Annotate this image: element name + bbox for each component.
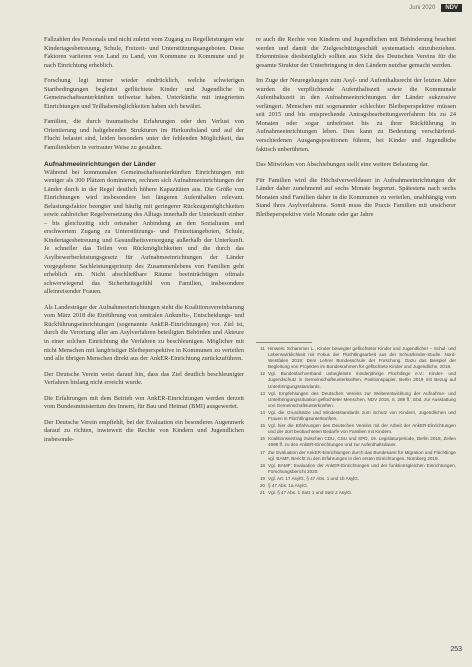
footnote-text: Vgl. Bundesfachverband unbegleitete minderjährige Flüchtlinge e.V.: Kinder- und Jugendschutz in Gemeinschaftsunterkünften, Positionspapier, Berlin 2019 mit Bezug auf Unterbringungsstandards.: [268, 371, 456, 389]
paragraph: Familien, die durch traumatische Erfahrungen oder den Verlust von Orientierung und haltgebenden Strukturen im Herkunftsland und auf der Flucht belastet sind, leiden besonders unter der fehlenden Möglichkeit, das Familienleben in vertrauter Weise zu gestalten.: [44, 118, 244, 152]
page-number: 253: [450, 646, 462, 653]
footnote-text: Hinweis: Schammer L., Kinder bewegter geflüchteter Kinder und Jugendlicher – Schul- und Lebenswirklichkeit mit Fokus der Flüchtlingsarbeit aus der Schutzkinder-Studie. Nord-Westfalen 2019; Dem Lehrer Bundesschule der Forschung. Dazu das Beispiel der Begleitung von Projekten im Bundesrahmen für geflüchtete Kinder und Jugendliche, 2018.: [268, 346, 456, 370]
footnote: [256, 450, 456, 462]
footnote: [256, 423, 456, 435]
footnote-number: 19: [259, 475, 265, 481]
footnote-number: 11: [260, 346, 265, 351]
paragraph: Während bei kommunalen Gemeinschaftsunterkünften Einrichtungen mit weniger als 300 Plätzen dominieren, rechnen sich Aufnahmeeinrichtungen der Länder durch in der Regel deutlich höhere Kapazitäten aus. Die Größe von Einrichtungen wird insbesondere bei längeren Aufenthalten relevant. Belastungsfaktor beengter und häufig mit geringerer Rückzugsmöglichkeiten sowie zahlreicher Regelversetzung des Alltags innerhalb der Unterkunft einher – bis gleichzeitig sich ortsnaher Anbindung an den Sozialraum und erschwertem Zugang zu Unterstützungs- und Freizeitangeboten, Schule, Kindertagesbetreuung und Gesundheitsversorgung außerhalb der Unterkunft. Je schneller das Teilen von Rückmöglichkeiten und die durch das Asylbewerberleistungsgesetz für Aufnahmeeinrichtungen der Länder vorgegebene Sachleistungsprinzip des Zusammenlebens von Familien geht erheblich ein. Nicht abschließbare Räume beeinträchtigen oftmals schwerwiegend das Sicherheitsgefühl von Familien, insbesondere alleinreisender Frauen.: [44, 168, 244, 296]
page-header: [409, 4, 462, 12]
paragraph: Im Zuge der Neuregelungen zum Asyl- und Aufenthaltsrecht der letzten Jahre wurden die verpflichtende Aufenthaltszeit sowie die Kommunale Aufenthaltszeit in den Aufnahmeeinrichtungen der Länder sukzessive verlängert. Menschen mit sogenannter schlechter Bleibeperspektive müssen seit 2015 und bis entsprechende Antragsbearbeitungsverfahren bis zu 24 Monaten oder sogar unbefristet bis zu ihrer Rückführung in Aufnahmeeinrichtungen leben. Dies kann zu Bedeutung verschärfend-verschiedenen Ausgangspositionen führen, bei Kinder und Jugendliche faktisch unberührten.: [256, 77, 456, 153]
footnote-text: Vgl. Empfehlungen des Deutschen Vereins zur Weiterentwicklung der Aufnahme- und Unterbringungssituation geflüchteter Menschen, NDV 2016, S. 289 ff.; Ebd. zur Ausstattung von Gemeinschaftsunterkünften.: [268, 390, 456, 408]
footnote-text: Vgl. BAMF: Evaluation der AnkER-Einrichtungen und der funktionsgleichen Einrichtungen, Forschungsbericht 2020.: [268, 462, 456, 474]
footnote: [256, 371, 456, 389]
section-heading: Aufnahmeeinrichtungen der Länder: [44, 160, 156, 168]
footnote: [256, 490, 456, 496]
footnote-number: 13: [259, 390, 265, 396]
footnote: [256, 463, 456, 475]
footnote-number: 14: [259, 409, 265, 415]
footnote-text: Vgl. die Grundsätze und Mindeststandards zum Schutz von Kindern, Jugendlichen und Frauen in Flüchtlingsunterkünften.: [268, 409, 456, 422]
footnote-number: 16: [259, 436, 265, 442]
footnote: [256, 476, 456, 482]
footnote-text: § 47 Abs. 1a AsylG.: [268, 482, 309, 488]
issue-label: Juni 2020: [409, 5, 436, 11]
footnote-text: Vgl. § 47 Abs. 1 Satz 1 und Satz 2 AsylG.: [268, 490, 353, 496]
paragraph: Der Deutsche Verein empfiehlt, bei der Evaluation ein besonderes Augenmerk darauf zu richten, inwieweit die Rechte von Kindern und Jugendlichen insbesonde-: [44, 418, 244, 443]
footnote: [256, 391, 456, 409]
paragraph: Fallzahlen des Personals und nicht zuletzt vom Zugang zu Regelleistungen wie Kindertagesbetreuung, Schule, Freizeit- und Unterstützungsangeboten. Diese Faktoren variieren von Land zu Land, von Kommune zu Kommune und je nach Einrichtung erheblich.: [44, 36, 244, 69]
paragraph: Das Mitwirken von Abschiebungen stellt eine weitere Belastung dar.: [256, 161, 429, 169]
footnote-number: 15: [259, 423, 265, 429]
footnote-text: Zur Evaluation der AnkER-Einrichtungen durch das Bundesamt für Migration und Flüchtlinge vgl. BAMF, Bericht zu den Erfahrungen in den ersten Einrichtungen, Nürnberg 2019.: [268, 449, 456, 461]
journal-badge: NDV: [441, 4, 462, 12]
footnotes: [256, 346, 456, 497]
footnote-text: Vgl. hier die Erfahrungen des Deutschen Vereins mit der Arbeit der AnkER-Einrichtungen und der dort beobachteten Bedarfe von Familien mit Kindern.: [268, 423, 456, 435]
footnote-divider: [256, 342, 312, 343]
right-column: [256, 36, 456, 226]
footnote-number: 17: [259, 449, 265, 455]
footnote-number: 12: [259, 371, 265, 377]
footnote: [256, 410, 456, 422]
paragraph: re auch die Rechte von Kindern und Jugendlichen mit Behinderung beachtet werden und damit die Zielgeschütztgeschäft systematisch einzubeziehen. Erkenntnisse diesbezüglich sollten aus Sicht des Deutschen Vereins für die gesamte Struktur der Unterbringung in den Ländern nutzbar gemacht werden.: [256, 36, 456, 69]
left-column: [44, 36, 244, 451]
footnote-number: 18: [259, 462, 265, 468]
footnote: [256, 483, 456, 489]
paragraph: Forschung legt immer wieder eindrücklich, welche schwierigen Startbedingungen begleitet geflüchtete Kinder und Jugendliche in Gemeinschaftsunterkünften teilweise haben. Unterkünfte mit integrierten Einrichtungen und Teilhabemöglichkeiten haben sich bewährt.: [44, 77, 244, 110]
paragraph: Der Deutsche Verein weist darauf hin, dass das Ziel deutlich beschleunigter Verfahren bislang nicht erreicht wurde.: [44, 370, 244, 387]
paragraph: Als Landesträger der Aufnahmeeinrichtungen sieht die Koalitionsvereinbarung vom März 2018 die Einführung von zentralen Ankunfts-, Entscheidungs- und Rückführungseinrichtungen (sogenannte AnkER-Einrichtungen) vor. Ziel ist, durch die Verortung aller am Asylverfahren beteiligten Behörden und Akteure in einer solchen Einrichtung die Verfahren zu beschleunigen. Möglicher mit nicht Menschen mit langfristiger Bleibeperspektive in Kommunen zu verteilen und alle übrigen Menschen direkt aus der AnkER-Einrichtung zurückzuführen.: [44, 303, 244, 363]
footnote-number: 20: [259, 482, 265, 488]
footnote-number: 21: [259, 490, 265, 496]
footnote: [256, 346, 456, 370]
paragraph: Für Familien wird die Höchstverweildauer in Aufnahmeeinrichtungen der Länder daher zunehmend auf sechs Monate begrenzt. Spätestens nach sechs Monaten sind Familien daher in die Kommunen zu verteilen, unabhängig vom Stand ihres Asylverfahrens. Somit muss die Praxis Familien mit unsicherer Bleibeperspektive viele Monate oder gar Jahre: [256, 176, 456, 218]
footnote-text: Vgl. Art. 17 AsylG, § 47 Abs. 1 und 1b AsylG.: [268, 475, 360, 481]
footnote-text: Koalitionsvertrag zwischen CDU, CSU und SPD, 19. Legislaturperiode, Berlin 2018, Zeilen 4998 ff. zu den AnkER-Einrichtungen und zur Aufenthaltsdauer.: [268, 436, 456, 448]
footnote: [256, 436, 456, 448]
paragraph: Die Erfahrungen mit dem Betrieb von AnkER-Einrichtungen werden derzeit vom Bundesministerium des Innern, für Bau und Heimat (BMI) ausgewertet.: [44, 394, 244, 411]
